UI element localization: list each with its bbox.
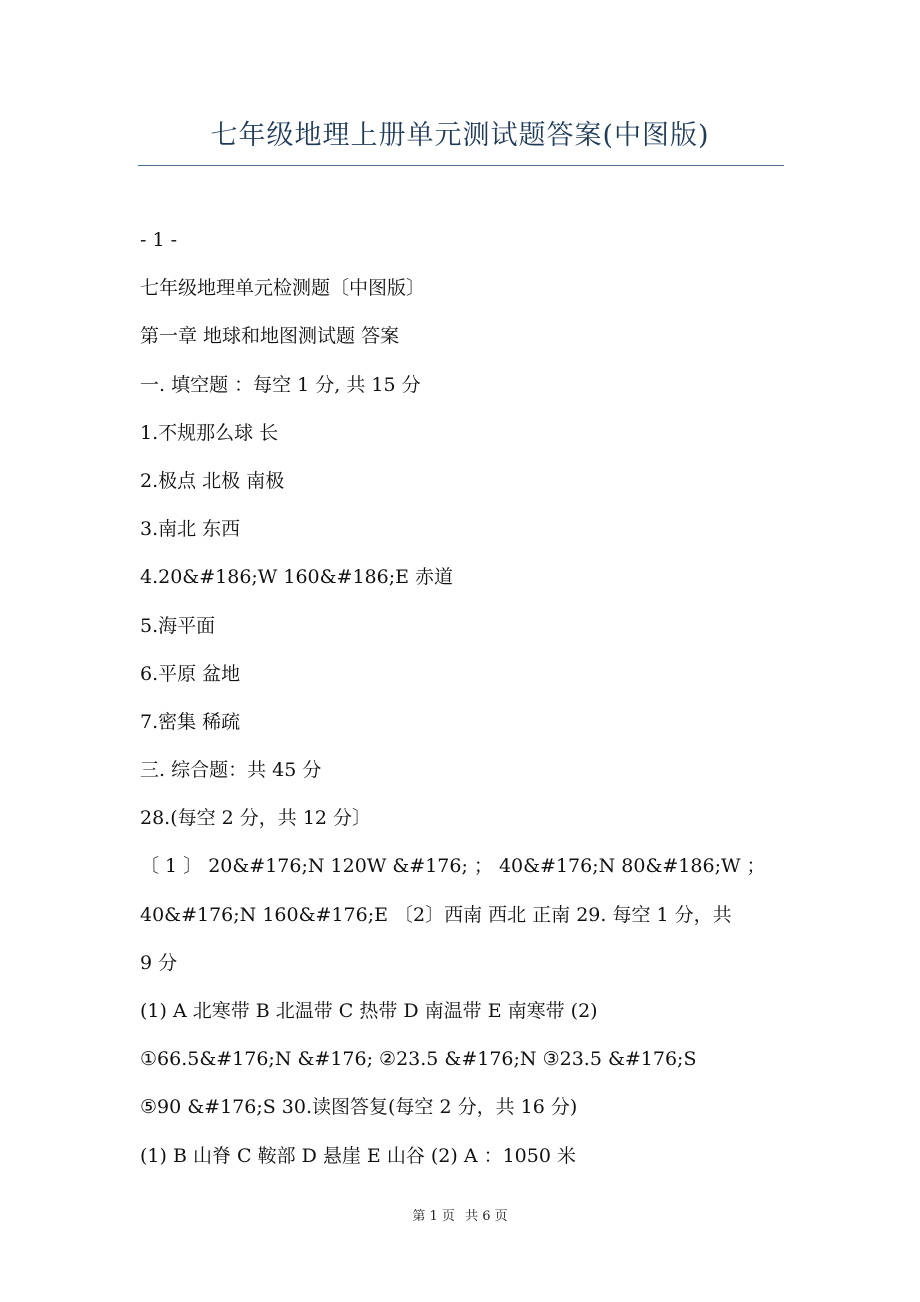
answer-line: (1) B 山脊 C 鞍部 D 悬崖 E 山谷 (2) A ：1050 米: [140, 1144, 576, 1167]
answer-body: [140, 216, 790, 1180]
answer-line: ①66.5&#176;N &#176; ②23.5 &#176;N ③23.5 &#176;S: [140, 1048, 697, 1071]
answer-line: 〔 1 〕 20&#176;N 120W &#176; ； 40&#176;N 80&#186;W ；: [140, 855, 766, 878]
section-comprehensive-heading: 三. 综合题：共 45 分: [140, 759, 322, 782]
page-footer: [0, 1205, 920, 1229]
answer-line: 40&#176;N 160&#176;E 〔2〕西南 西北 正南 29. 每空 1 分，共: [140, 903, 732, 926]
answer-line: 3.南北 东西: [140, 518, 241, 541]
answer-line: 2.极点 北极 南极: [140, 469, 285, 492]
answer-line: 7.密集 稀疏: [140, 710, 241, 733]
section-fill-blank-heading: 一. 填空题 ：每空 1 分, 共 15 分: [140, 373, 421, 396]
answer-line: 1.不规那么球 长: [140, 421, 279, 444]
exam-heading: 七年级地理单元检测题〔中图版〕: [140, 277, 426, 300]
answer-line: 4.20&#186;W 160&#186;E 赤道: [140, 566, 454, 589]
chapter-heading: 第一章 地球和地图测试题 答案: [140, 325, 400, 348]
page-number-marker: - 1 -: [140, 229, 178, 251]
title-divider: [138, 165, 784, 166]
question-heading: 28.(每空 2 分，共 12 分〕: [140, 807, 372, 830]
footer-total-label: 共 6 页: [465, 1209, 508, 1224]
footer-page-label: 第 1 页: [412, 1209, 455, 1224]
answer-line: ⑤90 &#176;S 30.读图答复(每空 2 分，共 16 分): [140, 1096, 578, 1119]
document-title: 七年级地理上册单元测试题答案(中图版): [210, 120, 710, 151]
answer-line: 9 分: [140, 951, 178, 974]
answer-line: (1) A 北寒带 B 北温带 C 热带 D 南温带 E 南寒带 (2): [140, 1000, 598, 1022]
answer-line: 5.海平面: [140, 614, 216, 637]
answer-line: 6.平原 盆地: [140, 662, 241, 685]
